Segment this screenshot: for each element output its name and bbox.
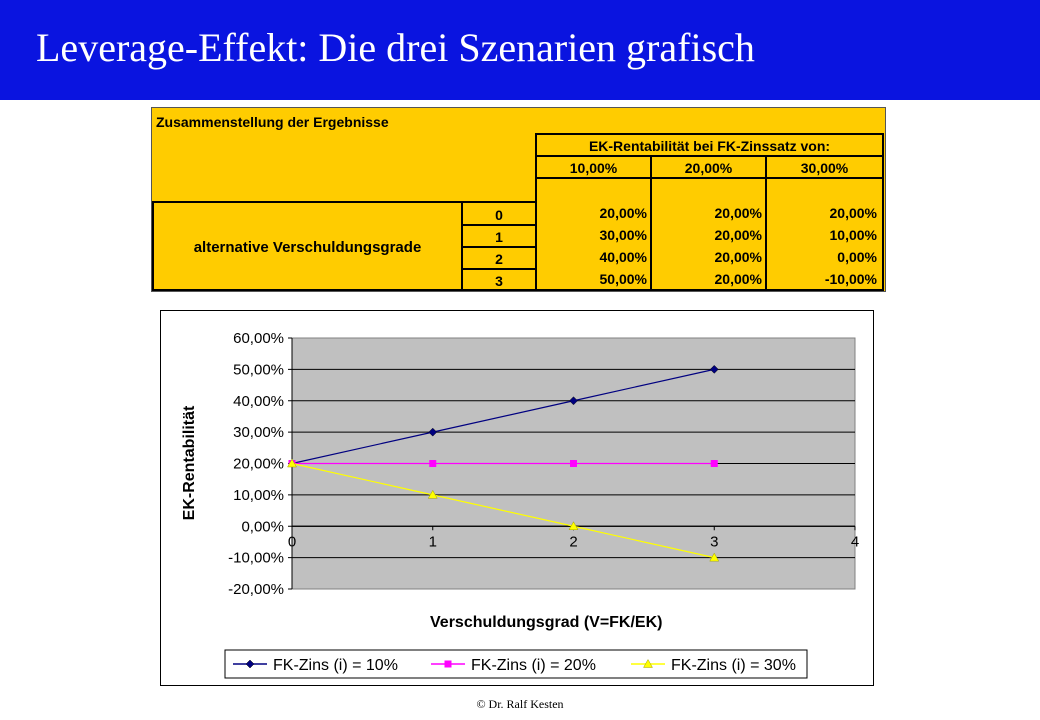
- y-axis-label: EK-Rentabilität: [181, 405, 198, 521]
- footer-copyright: © Dr. Ralf Kesten: [476, 697, 564, 711]
- legend: [225, 650, 807, 678]
- x-tick-label: 2: [569, 533, 578, 551]
- table-cell: 20,00%: [714, 249, 762, 265]
- leverage-1: 1: [461, 224, 537, 248]
- table-cell: 30,00%: [599, 227, 647, 243]
- title-bar: [0, 0, 1040, 100]
- table-heading: Zusammenstellung der Ergebnisse: [156, 114, 389, 130]
- legend-entry-label: FK-Zins (i) = 10%: [273, 657, 398, 674]
- table-cell: 20,00%: [714, 227, 762, 243]
- table-cell: 20,00%: [829, 205, 877, 221]
- y-tick-label: -10,00%: [228, 549, 284, 567]
- leverage-2: 2: [461, 246, 537, 270]
- y-tick-label: 10,00%: [233, 486, 284, 504]
- legend-entry-label: FK-Zins (i) = 30%: [671, 657, 796, 674]
- x-tick-label: 0: [287, 533, 297, 551]
- table-cell: 10,00%: [829, 227, 877, 243]
- table-cell: 20,00%: [714, 271, 762, 287]
- x-tick-label: 4: [850, 533, 860, 551]
- y-tick-label: 0,00%: [241, 518, 284, 536]
- x-tick-label: 3: [710, 533, 719, 551]
- results-table: [151, 107, 886, 292]
- chart-frame: [160, 310, 874, 686]
- table-cell: 0,00%: [837, 249, 877, 265]
- leverage-3: 3: [461, 268, 537, 291]
- page-title: Leverage-Effekt: Die drei Szenarien grafisch: [36, 25, 755, 70]
- x-axis-label: Verschuldungsgrad (V=FK/EK): [430, 614, 663, 631]
- x-tick-label: 1: [428, 533, 437, 551]
- series-point-2: [711, 460, 718, 467]
- table-cell: 20,00%: [599, 205, 647, 221]
- table-cell: -10,00%: [824, 271, 877, 287]
- table-cell: 40,00%: [599, 249, 647, 265]
- line-chart: [161, 311, 873, 685]
- table-group-header: EK-Rentabilität bei FK-Zinssatz von:: [535, 133, 884, 157]
- series-point-2: [429, 460, 436, 467]
- column-header-10: 10,00%: [535, 155, 652, 179]
- y-axis-ticks: [228, 330, 292, 598]
- series-point-2: [570, 460, 577, 467]
- legend-entry-label: FK-Zins (i) = 20%: [471, 657, 596, 674]
- row-group-label: alternative Verschuldungsgrade: [152, 201, 463, 291]
- leverage-0: 0: [461, 201, 537, 226]
- legend-marker: [445, 661, 452, 668]
- column-header-30: 30,00%: [765, 155, 884, 179]
- table-cell: 20,00%: [714, 205, 762, 221]
- y-tick-label: -20,00%: [228, 581, 284, 598]
- table-cell: 50,00%: [599, 271, 647, 287]
- column-header-20: 20,00%: [650, 155, 767, 179]
- y-tick-label: 30,00%: [233, 424, 284, 442]
- y-tick-label: 50,00%: [233, 361, 284, 379]
- y-tick-label: 60,00%: [233, 330, 284, 347]
- y-tick-label: 20,00%: [233, 455, 284, 473]
- y-tick-label: 40,00%: [233, 392, 284, 410]
